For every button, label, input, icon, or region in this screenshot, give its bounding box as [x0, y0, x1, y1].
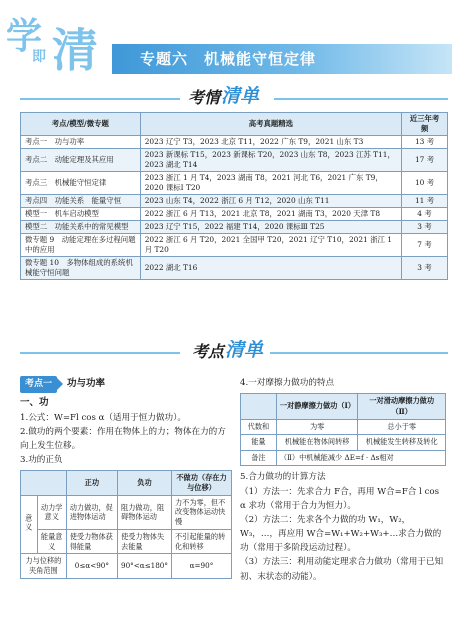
table-cell: 动力做功，促进物体运动 [66, 495, 117, 529]
exam-banner-part2: 清单 [221, 85, 260, 107]
col-static-friction: 一对静摩擦力做功（Ⅰ） [276, 394, 358, 420]
col-positive-work: 正功 [66, 471, 117, 495]
meaning-cell: 意义 [21, 495, 38, 554]
papers-cell: 2023 辽宁 T3，2023 北京 T11，2022 广东 T9，2021 山东 T3 [140, 135, 401, 148]
papers-cell: 2023 山东 T4，2022 浙江 6 月 T12，2020 山东 T11 [140, 194, 401, 207]
table-row [21, 207, 448, 220]
papers-cell: 2022 浙江 6 月 T20，2021 全国甲 T20，2021 辽宁 T10，2021 浙江 1 月 T20 [140, 233, 401, 256]
topic-cell: 微专题 9 动能定理在多过程问题中的应用 [21, 233, 141, 256]
table-row [21, 194, 448, 207]
freq-cell: 13 考 [402, 135, 448, 148]
papers-cell: 2022 湖北 T16 [140, 256, 401, 279]
paragraph: 4.一对摩擦力做功的特点 [240, 378, 335, 388]
divider-right [274, 98, 448, 100]
table-row [21, 135, 448, 148]
freq-cell: 3 考 [402, 256, 448, 279]
table-row [21, 220, 448, 233]
table-cell: 力不为零，但不改变物体运动快慢 [171, 495, 231, 529]
note-cell: （Ⅱ）中机械能减少 ΔE=f · Δs相对 [276, 450, 445, 465]
method-paragraph: （1）方法一：先求合力 F合，再用 W合=F合 l cos α 求功（常用于合力为恒力）。 [240, 486, 439, 511]
freq-cell: 11 考 [402, 194, 448, 207]
page-title: 专题六 机械能守恒定律 [140, 50, 317, 68]
topic-cell: 微专题 10 多物体组成的系统机械能守恒问题 [21, 256, 141, 279]
point-banner-part2: 清单 [225, 339, 264, 361]
row-label: 代数和 [241, 420, 277, 435]
right-column [240, 376, 446, 584]
exam-banner-part1: 考情 [188, 88, 221, 107]
logo-char-1: 学 [6, 16, 41, 57]
freq-cell: 7 考 [402, 233, 448, 256]
col-topic: 考点/模型/微专题 [21, 113, 141, 136]
table-row [21, 233, 448, 256]
col-papers: 高考真题精选 [140, 113, 401, 136]
divider-left-2 [20, 352, 180, 354]
row-label: 力与位移的夹角范围 [21, 554, 67, 578]
topic-cell: 考点四 功能关系 能量守恒 [21, 194, 141, 207]
row-label: 能量意义 [37, 529, 66, 553]
freq-cell: 4 考 [402, 207, 448, 220]
paragraph: 1.公式：W=Fl cos α（适用于恒力做功）。 [20, 412, 187, 423]
table-cell: 机械能发生转移及转化 [358, 435, 446, 450]
paragraph: 3.功的正负 [20, 455, 63, 466]
table-cell: 90°<α≤180° [118, 554, 172, 578]
point-banner [192, 338, 263, 362]
divider-right-2 [270, 352, 448, 354]
topic-tag: 考点一 [20, 376, 57, 393]
logo-char-3: 清 [52, 23, 98, 77]
col-zero-work: 不做功（存在力与位移） [171, 471, 231, 495]
table-row [21, 171, 448, 194]
table-row [21, 148, 448, 171]
exam-table [20, 112, 448, 280]
table-cell: α=90° [171, 554, 231, 578]
table-cell: 使受力物体获得能量 [66, 529, 117, 553]
exam-banner [188, 84, 259, 108]
table-cell: 0≤α<90° [66, 554, 117, 578]
work-sign-table [20, 470, 232, 578]
left-column [20, 376, 232, 579]
col-negative-work: 负功 [118, 471, 172, 495]
table-row [21, 256, 448, 279]
table-cell: 使受力物体失去能量 [118, 529, 172, 553]
col-kinetic-friction: 一对滑动摩擦力做功（Ⅱ） [358, 394, 446, 420]
papers-cell: 2023 辽宁 T15，2022 福建 T14，2020 课标Ⅲ T25 [140, 220, 401, 233]
exam-table-header [21, 113, 448, 136]
corner-cell [241, 394, 277, 420]
table-cell: 为零 [276, 420, 358, 435]
freq-cell: 10 考 [402, 171, 448, 194]
papers-cell: 2023 浙江 1 月 T4，2023 湖南 T8，2021 河北 T6，2021 广东 T9，2020 课标Ⅰ T20 [140, 171, 401, 194]
topic-cell: 考点一 功与功率 [21, 135, 141, 148]
topic-cell: 考点二 动能定理及其应用 [21, 148, 141, 171]
friction-work-table [240, 393, 446, 466]
logo-char-2: 即 [32, 49, 46, 65]
page-header [0, 0, 452, 84]
table-cell: 不引起能量的转化和转移 [171, 529, 231, 553]
paragraph: 2.做功的两个要素：作用在物体上的力；物体在力的方向上发生位移。 [20, 426, 226, 451]
topic-title: 功与功率 [67, 378, 106, 389]
divider-left [20, 98, 180, 100]
tag-arrow-icon [56, 377, 63, 391]
topic-cell: 模型一 机车启动模型 [21, 207, 141, 220]
topic-cell: 考点三 机械能守恒定律 [21, 171, 141, 194]
table-cell: 机械能在物体间转移 [276, 435, 358, 450]
section-heading: 一、功 [20, 396, 49, 408]
method-paragraph: （3）方法三：利用动能定理求合力做功（常用于已知初、末状态的动能）。 [240, 557, 444, 582]
row-label: 备注 [241, 450, 277, 465]
col-frequency: 近三年考频 [402, 113, 448, 136]
topic-heading [20, 376, 232, 393]
freq-cell: 3 考 [402, 220, 448, 233]
method-paragraph: （2）方法二：先求各个力做的功 W₁，W₂，W₃，…，再应用 W合=W₁+W₂+W₃+…求合力做的功（常用于多阶段运动过程）。 [240, 514, 442, 554]
table-cell: 总小于零 [358, 420, 446, 435]
point-banner-part1: 考点 [192, 342, 225, 361]
corner-cell [21, 471, 67, 495]
paragraph: 5.合力做功的计算方法 [240, 472, 326, 483]
papers-cell: 2022 浙江 6 月 T13，2021 北京 T8，2021 湖南 T3，2020 天津 T8 [140, 207, 401, 220]
row-label: 能量 [241, 435, 277, 450]
row-label: 动力学意义 [37, 495, 66, 529]
papers-cell: 2023 新课标 T15，2023 新课标 T20，2023 山东 T8，2023 江苏 T11，2023 湖北 T14 [140, 148, 401, 171]
freq-cell: 17 考 [402, 148, 448, 171]
table-cell: 阻力做功，阻碍物体运动 [118, 495, 172, 529]
topic-cell: 模型二 功能关系中的常见模型 [21, 220, 141, 233]
